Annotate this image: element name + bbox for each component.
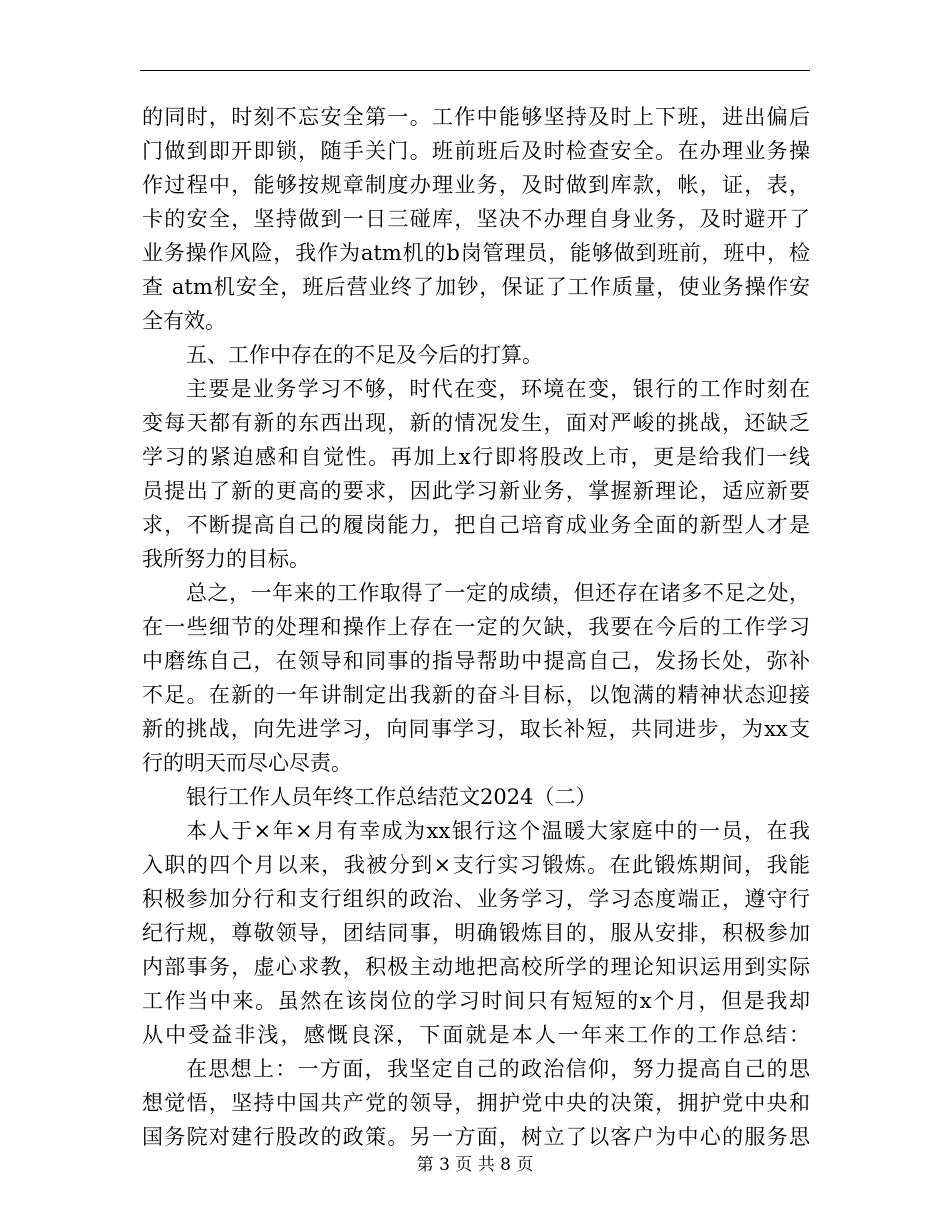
header-rule bbox=[140, 70, 810, 71]
text-line: 卡的安全，坚持做到一日三碰库，坚决不办理自身业务，及时避开了 bbox=[142, 207, 810, 231]
text-line: 积极参加分行和支行组织的政治、业务学习，学习态度端正，遵守行 bbox=[142, 887, 810, 911]
text-line: 门做到即开即锁，随手关门。班前班后及时检查安全。在办理业务操 bbox=[142, 139, 810, 163]
text-line: 在思想上：一方面，我坚定自己的政治信仰，努力提高自己的思 bbox=[186, 1057, 810, 1081]
text-line: 主要是业务学习不够，时代在变，环境在变，银行的工作时刻在 bbox=[186, 377, 810, 401]
text-line: 纪行规，尊敬领导，团结同事，明确锻炼目的，服从安排，积极参加 bbox=[142, 921, 810, 945]
text-line: 入职的四个月以来，我被分到×支行实习锻炼。在此锻炼期间，我能 bbox=[142, 853, 810, 877]
text-line: 本人于×年×月有幸成为xx银行这个温暖大家庭中的一员，在我 bbox=[186, 819, 810, 843]
text-line: 全有效。 bbox=[142, 309, 226, 333]
page-footer: 第 3 页 共 8 页 bbox=[416, 1155, 534, 1175]
text-line: 业务操作风险，我作为atm机的b岗管理员，能够做到班前，班中，检 bbox=[142, 241, 810, 265]
text-line: 工作当中来。虽然在该岗位的学习时间只有短短的x个月，但是我却 bbox=[142, 989, 810, 1013]
text-line: 作过程中，能够按规章制度办理业务，及时做到库款，帐，证，表， bbox=[142, 173, 810, 197]
text-line: 不足。在新的一年讲制定出我新的奋斗目标，以饱满的精神状态迎接 bbox=[142, 683, 810, 707]
section-heading: 五、工作中存在的不足及今后的打算。 bbox=[186, 343, 543, 367]
text-line: 在一些细节的处理和操作上存在一定的欠缺，我要在今后的工作学习 bbox=[142, 615, 810, 639]
text-line: 求，不断提高自己的履岗能力，把自己培育成业务全面的新型人才是 bbox=[142, 513, 810, 537]
text-line: 的同时，时刻不忘安全第一。工作中能够坚持及时上下班，进出偏后 bbox=[142, 105, 810, 129]
text-line: 从中受益非浅，感慨良深，下面就是本人一年来工作的工作总结： bbox=[142, 1023, 810, 1047]
text-line: 行的明天而尽心尽责。 bbox=[142, 751, 352, 775]
section-title: 银行工作人员年终工作总结范文2024（二） bbox=[186, 785, 597, 809]
text-line: 学习的紧迫感和自觉性。再加上x行即将股改上市，更是给我们一线 bbox=[142, 445, 810, 469]
text-line: 新的挑战，向先进学习，向同事学习，取长补短，共同进步，为xx支 bbox=[142, 717, 810, 741]
text-line: 总之，一年来的工作取得了一定的成绩，但还存在诸多不足之处， bbox=[186, 581, 810, 605]
text-line: 想觉悟，坚持中国共产党的领导，拥护党中央的决策，拥护党中央和 bbox=[142, 1091, 810, 1115]
text-line: 查 atm机安全，班后营业终了加钞，保证了工作质量，使业务操作安 bbox=[142, 275, 810, 299]
text-line: 员提出了新的更高的要求，因此学习新业务，掌握新理论，适应新要 bbox=[142, 479, 810, 503]
text-line: 变每天都有新的东西出现，新的情况发生，面对严峻的挑战，还缺乏 bbox=[142, 411, 810, 435]
text-line: 内部事务，虚心求教，积极主动地把高校所学的理论知识运用到实际 bbox=[142, 955, 810, 979]
text-line: 我所努力的目标。 bbox=[142, 547, 310, 571]
text-line: 中磨练自己，在领导和同事的指导帮助中提高自己，发扬长处，弥补 bbox=[142, 649, 810, 673]
text-line: 国务院对建行股改的政策。另一方面，树立了以客户为中心的服务思 bbox=[142, 1125, 810, 1149]
